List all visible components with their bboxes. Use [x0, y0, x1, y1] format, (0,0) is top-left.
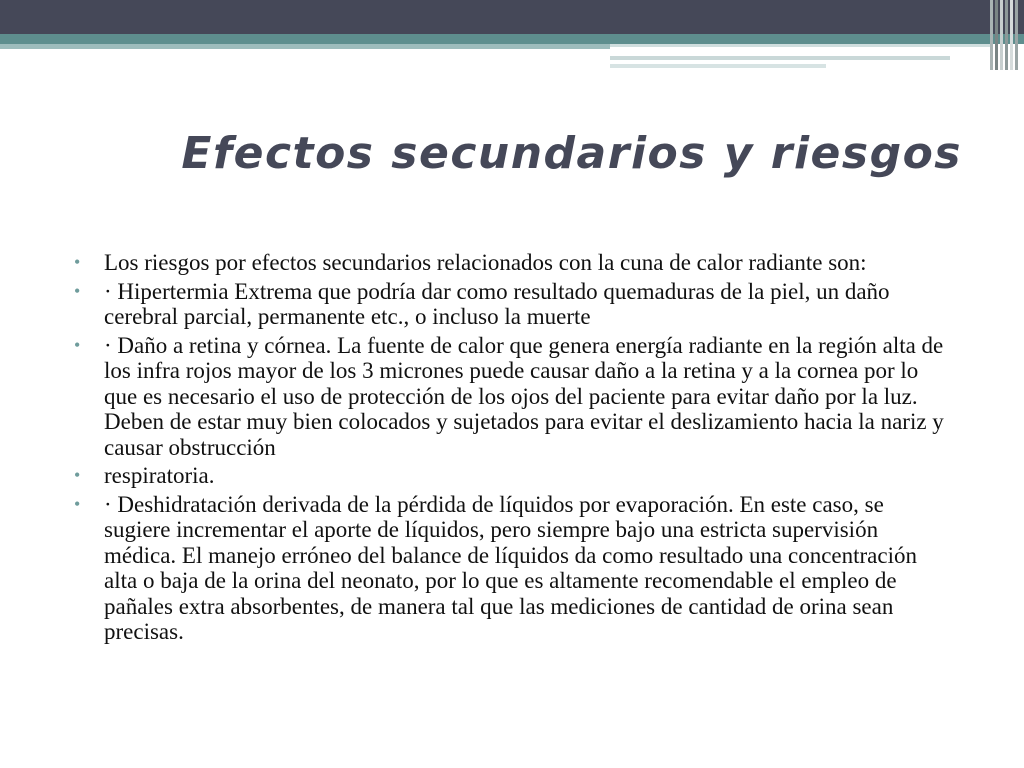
bullet-text: · Deshidratación derivada de la pérdida de líquidos por evaporación. En este caso, se sugiere incrementar el aporte de líquidos, pero siempre bajo una estricta supervisión médica. El manejo erróneo del balance de líquidos da como resultado una concentración alta o baja de la orina del neonato, por lo que es altamente recomendable el empleo de pañales extra absorbentes, de manera tal que las mediciones de cantidad de orina sean precisas. — [104, 491, 917, 644]
bullet-icon: • — [74, 334, 81, 355]
bullet-item — [74, 333, 954, 461]
header-band-dark — [0, 0, 1024, 34]
bullet-icon: • — [74, 493, 81, 514]
bullet-icon: • — [74, 252, 81, 272]
bullet-text: Los riesgos por efectos secundarios relacionados con la cuna de calor radiante son: — [104, 250, 867, 275]
header-band-teal — [0, 34, 1024, 44]
bullet-item — [74, 463, 954, 489]
bullet-item — [74, 279, 954, 330]
header-stripes-decoration — [990, 0, 1024, 70]
bullet-item — [74, 250, 954, 276]
bullet-text: · Daño a retina y córnea. La fuente de calor que genera energía radiante en la región alta de los infra rojos mayor de los 3 micrones puede causar daño a la retina y a la cornea por lo que es necesario el uso de protección de los ojos del paciente para evitar daño por la luz. Deben de estar muy bien colocados y sujetados para evitar el deslizamiento hacia la nariz y causar obstrucción — [104, 332, 944, 460]
header-accent-line — [610, 64, 826, 68]
header-band-teal-light — [0, 44, 610, 49]
bullet-icon: • — [74, 465, 81, 485]
bullet-text: respiratoria. — [104, 463, 215, 488]
bullet-text: · Hipertermia Extrema que podría dar como resultado quemaduras de la piel, un daño cerebral parcial, permanente etc., o incluso la muerte — [104, 278, 890, 329]
slide-title: Efectos secundarios y riesgos — [181, 128, 962, 179]
header-accent-line — [610, 56, 950, 60]
bullet-list — [74, 250, 954, 648]
bullet-item — [74, 492, 954, 645]
header-accent-line — [610, 44, 990, 47]
bullet-icon: • — [74, 280, 81, 301]
